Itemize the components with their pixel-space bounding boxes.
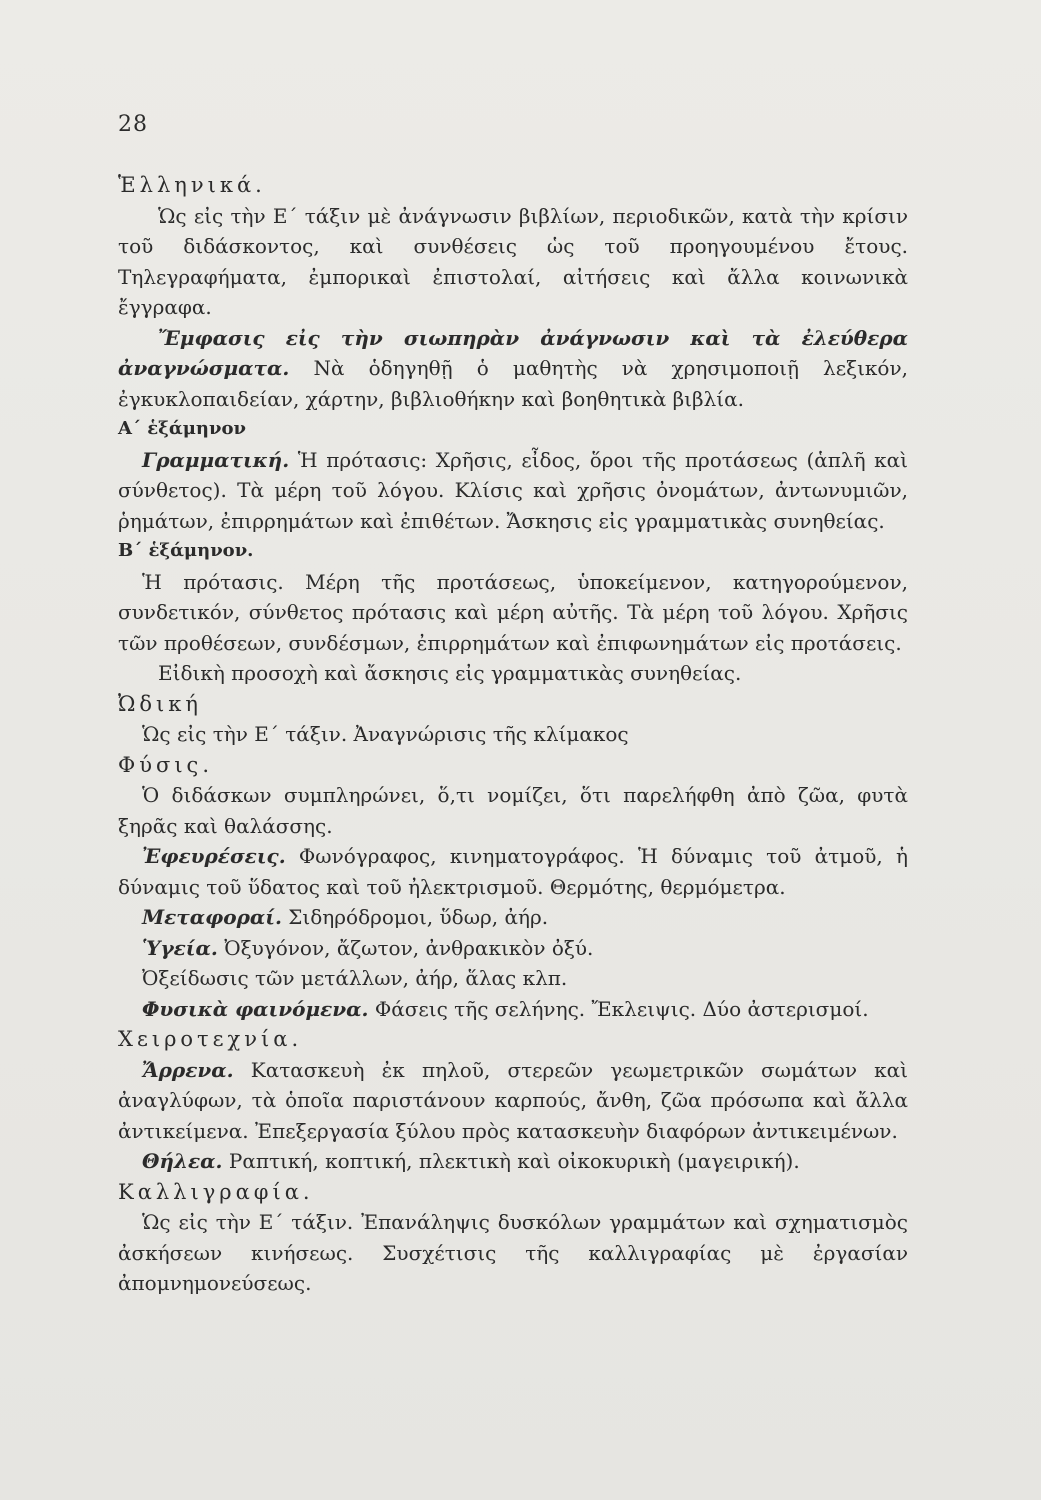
paragraph: [118, 445, 908, 537]
bold-term: Ἄρρενα.: [142, 1057, 234, 1082]
paragraph: [118, 1055, 908, 1147]
paragraph-text: Κατασκευὴ ἐκ πηλοῦ, στερεῶν γεωμετρικῶν σωμάτων καὶ ἀναγλύφων, τὰ ὁποῖα παριστάνουν καρπούς, ἄνθη, ζῶα πρόσωπα καὶ ἄλλα ἀντικείμενα. Ἐπεξεργασία ξύλου πρὸς κατασκευὴν διαφόρων ἀντικειμένων.: [118, 1057, 908, 1143]
page-content: [118, 170, 908, 1299]
section-title-cheirotechnia: Χειροτεχνία.: [118, 1027, 303, 1051]
semester-b-label: Β΄ ἑξάμηνον.: [118, 540, 254, 561]
paragraph: [118, 841, 908, 902]
paragraph-text: Φάσεις τῆς σελήνης. Ἔκλειψις. Δύο ἀστερισμοί.: [368, 996, 869, 1021]
paragraph: Ἡ πρότασις. Μέρη τῆς προτάσεως, ὑποκείμενον, κατηγορούμενον, συνδετικόν, σύνθετος πρότασις καὶ μέρη αὐτῆς. Τὰ μέρη τοῦ λόγου. Χρῆσις τῶν προθέσεων, συνδέσμων, ἐπιρρημάτων καὶ ἐπιφωνημάτων εἰς προτάσεις.: [118, 569, 908, 655]
bold-term: Φυσικὰ φαινόμενα.: [142, 996, 369, 1021]
paragraph: [118, 933, 908, 964]
bold-term: Μεταφοραί.: [142, 905, 282, 929]
paragraph-text: Ἡ πρότασις: Χρῆσις, εἶδος, ὅροι τῆς προτάσεως (ἁπλῆ καὶ σύνθετος). Τὰ μέρη τοῦ λόγου. Κλίσις καὶ χρῆσις ὀνομάτων, ἀντωνυμιῶν, ῥημάτων, ἐπιρρημάτων καὶ ἐπιθέτων. Ἄσκησις εἰς γραμματικὰς συνηθείας.: [118, 447, 908, 533]
paragraph: [118, 994, 908, 1025]
paragraph: Εἰδικὴ προσοχὴ καὶ ἄσκησις εἰς γραμματικὰς συνηθείας.: [158, 661, 742, 685]
paragraph-text: Ὀξυγόνον, ἄζωτον, ἀνθρακικὸν ὀξύ.: [217, 935, 594, 960]
bold-term: Ὑγεία.: [142, 935, 218, 960]
paragraph: Ὡς εἰς τὴν Ε΄ τάξιν. Ἀναγνώρισις τῆς κλίμακος: [142, 722, 629, 746]
section-title-hellenika: Ἑλληνικά.: [118, 173, 266, 197]
paragraph-text: Νὰ ὁδηγηθῇ ὁ μαθητὴς νὰ χρησιμοποιῇ λεξικόν, ἐγκυκλοπαιδείαν, χάρτην, βιβλιοθήκην καὶ βοηθητικὰ βιβλία.: [118, 356, 908, 411]
paragraph: [118, 323, 908, 415]
paragraph-text: Σιδηρόδρομοι, ὕδωρ, ἀήρ.: [281, 905, 549, 929]
section-title-odiki: Ὠδική: [118, 691, 202, 716]
paragraph: Ὁ διδάσκων συμπληρώνει, ὅ,τι νομίζει, ὅτι παρελήφθη ἀπὸ ζῶα, φυτὰ ξηρᾶς καὶ θαλάσσης.: [118, 783, 908, 838]
paragraph: [118, 902, 908, 933]
bold-term: Γραμματική.: [142, 447, 290, 472]
paragraph: Ὡς εἰς τὴν Ε΄ τάξιν μὲ ἀνάγνωσιν βιβλίων, περιοδικῶν, κατὰ τὴν κρίσιν τοῦ διδάσκοντος, καὶ συνθέσεις ὡς τοῦ προηγουμένου ἔτους. Τηλεγραφήματα, ἐμπορικαὶ ἐπιστολαί, αἰτήσεις καὶ ἄλλα κοινωνικὰ ἔγγραφα.: [118, 203, 908, 319]
bold-term: Θήλεα.: [142, 1149, 223, 1173]
paragraph: [118, 1146, 908, 1177]
bold-term: Ἔμφασις εἰς τὴν σιωπηρὰν ἀνάγνωσιν καὶ τὰ ἐλεύθερα ἀναγνώσματα.: [118, 325, 908, 380]
page-number: 28: [118, 112, 148, 137]
section-title-fysis: Φύσις.: [118, 752, 213, 777]
paragraph: Ὡς εἰς τὴν Ε΄ τάξιν. Ἐπανάληψις δυσκόλων γραμμάτων καὶ σχηματισμὸς ἀσκήσεων κινήσεως. Συσχέτισις τῆς καλλιγραφίας μὲ ἐργασίαν ἀπομνημονεύσεως.: [118, 1210, 908, 1295]
section-title-kalligrafia: Καλλιγραφία.: [118, 1179, 314, 1204]
semester-a-label: Α΄ ἑξάμηνον: [118, 418, 246, 439]
paragraph-text: Φωνόγραφος, κινηματογράφος. Ἡ δύναμις τοῦ ἀτμοῦ, ἡ δύναμις τοῦ ὕδατος καὶ τοῦ ἠλεκτρισμοῦ. Θερμότης, θερμόμετρα.: [118, 844, 908, 899]
paragraph-text: Ραπτική, κοπτική, πλεκτικὴ καὶ οἰκοκυρικὴ (μαγειρική).: [222, 1149, 800, 1173]
bold-term: Ἐφευρέσεις.: [142, 844, 286, 868]
paragraph: Ὀξείδωσις τῶν μετάλλων, ἀήρ, ἅλας κλπ.: [142, 966, 568, 990]
